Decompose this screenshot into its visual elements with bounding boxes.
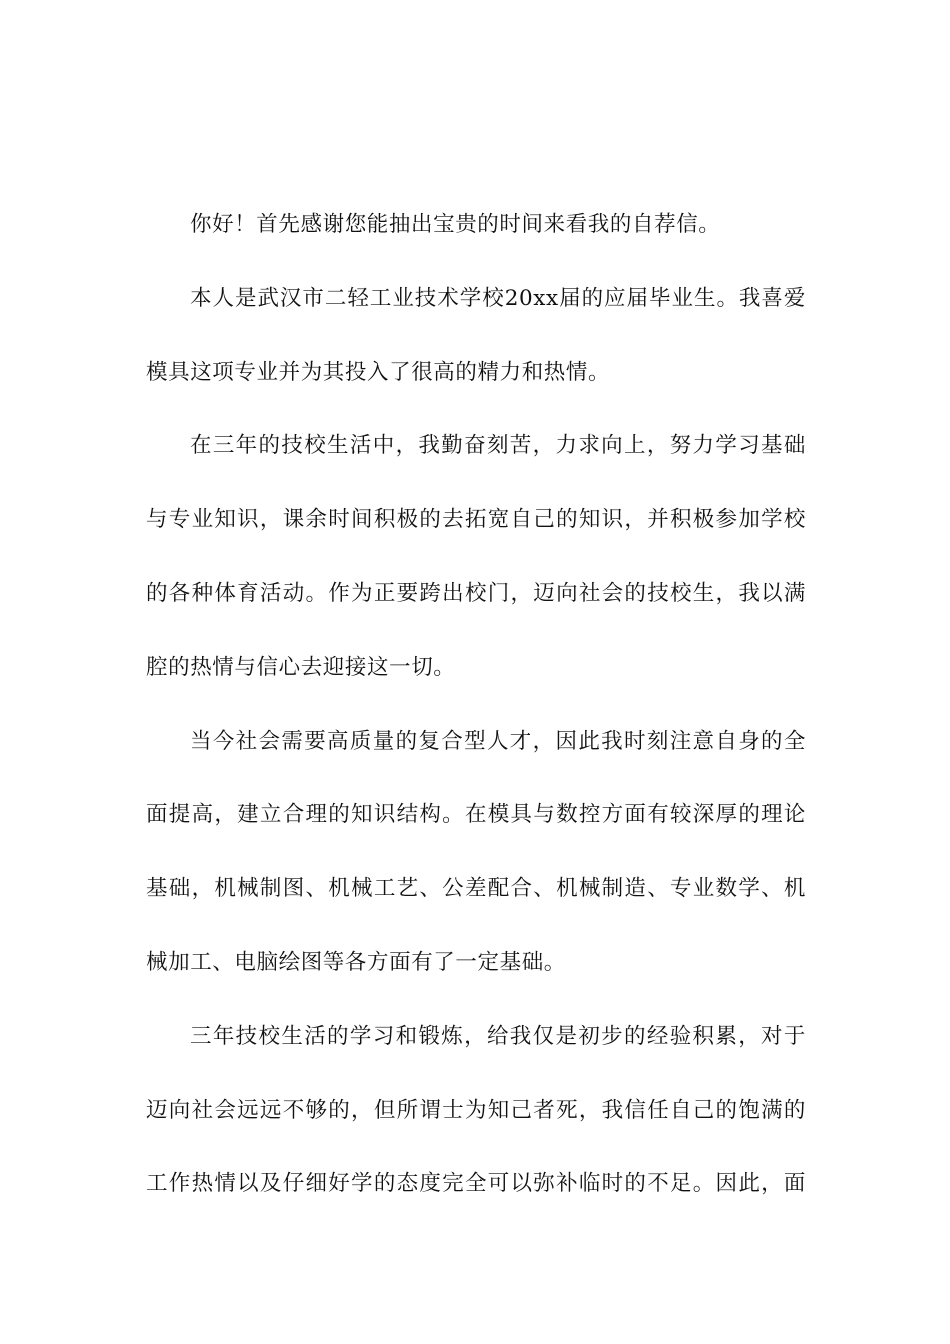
- paragraph-3-line-2: 与专业知识，课余时间积极的去拓宽自己的知识，并积极参加学校: [146, 507, 806, 533]
- paragraph-5-line-1: 三年技校生活的学习和锻炼，给我仅是初步的经验积累，对于: [190, 1023, 806, 1049]
- paragraph-3-line-3: 的各种体育活动。作为正要跨出校门，迈向社会的技校生，我以满: [146, 580, 806, 606]
- paragraph-2-line-2: 模具这项专业并为其投入了很高的精力和热情。: [146, 359, 611, 385]
- paragraph-4-line-4: 械加工、电脑绘图等各方面有了一定基础。: [146, 949, 566, 975]
- paragraph-4-line-3: 基础，机械制图、机械工艺、公差配合、机械制造、专业数学、机: [146, 876, 806, 902]
- letter-body: [146, 202, 806, 1235]
- paragraph-5-line-2: 迈向社会远远不够的，但所谓士为知己者死，我信任自己的饱满的: [146, 1097, 806, 1123]
- paragraph-5-line-3: 工作热情以及仔细好学的态度完全可以弥补临时的不足。因此，面: [146, 1171, 806, 1197]
- paragraph-3-line-4: 腔的热情与信心去迎接这一切。: [146, 654, 456, 680]
- paragraph-2-line-1: 本人是武汉市二轻工业技术学校20xx届的应届毕业生。我喜爱: [190, 285, 806, 311]
- paragraph-1-line-1: 你好！首先感谢您能抽出宝贵的时间来看我的自荐信。: [190, 212, 721, 237]
- paragraph-4-line-2: 面提高，建立合理的知识结构。在模具与数控方面有较深厚的理论: [146, 802, 806, 828]
- paragraph-4-line-1: 当今社会需要高质量的复合型人才，因此我时刻注意自身的全: [190, 728, 806, 754]
- paragraph-3-line-1: 在三年的技校生活中，我勤奋刻苦，力求向上，努力学习基础: [190, 433, 806, 459]
